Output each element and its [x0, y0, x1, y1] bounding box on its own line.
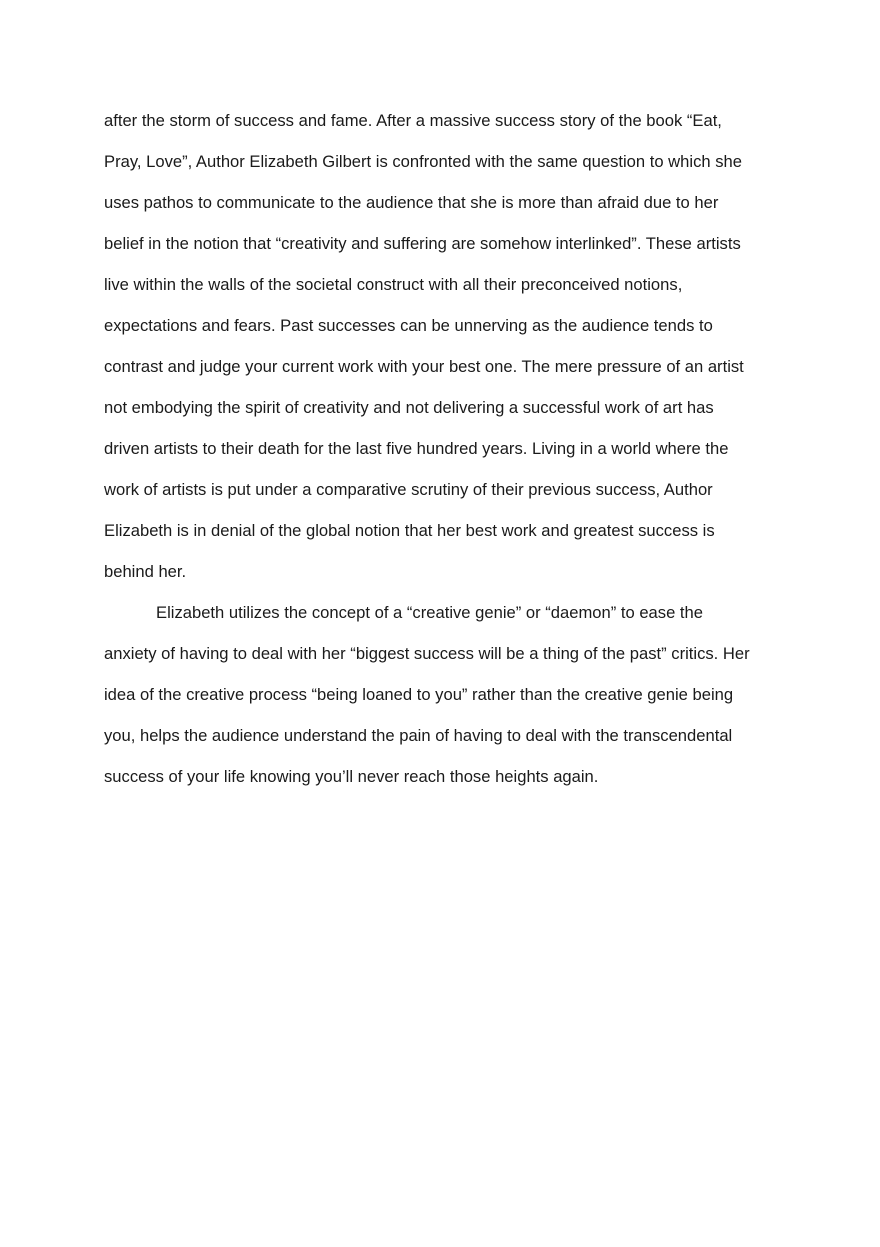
text-line: uses pathos to communicate to the audience that she is more than afraid due to her	[104, 193, 719, 212]
text-line: live within the walls of the societal construct with all their preconceived notions,	[104, 275, 683, 294]
text-line: Pray, Love”, Author Elizabeth Gilbert is confronted with the same question to which she	[104, 152, 742, 171]
paragraph-2	[104, 592, 784, 797]
text-line: driven artists to their death for the last five hundred years. Living in a world where the	[104, 439, 729, 458]
text-line: work of artists is put under a comparative scrutiny of their previous success, Author	[104, 480, 713, 499]
text-line: Elizabeth utilizes the concept of a “creative genie” or “daemon” to ease the	[156, 603, 703, 622]
text-line: not embodying the spirit of creativity and not delivering a successful work of art has	[104, 398, 714, 417]
text-line: Elizabeth is in denial of the global notion that her best work and greatest success is	[104, 521, 715, 540]
text-line: behind her.	[104, 562, 187, 581]
text-line: success of your life knowing you’ll never reach those heights again.	[104, 767, 599, 786]
text-line: idea of the creative process “being loaned to you” rather than the creative genie being	[104, 685, 734, 704]
body-text	[104, 100, 784, 797]
text-line: anxiety of having to deal with her “biggest success will be a thing of the past” critics. Her	[104, 644, 750, 663]
text-line: contrast and judge your current work with your best one. The mere pressure of an artist	[104, 357, 744, 376]
text-line: after the storm of success and fame. After a massive success story of the book “Eat,	[104, 111, 722, 130]
text-line: expectations and fears. Past successes can be unnerving as the audience tends to	[104, 316, 713, 335]
text-line: belief in the notion that “creativity and suffering are somehow interlinked”. These artists	[104, 234, 741, 253]
paragraph-1	[104, 100, 784, 592]
text-line: you, helps the audience understand the pain of having to deal with the transcendental	[104, 726, 733, 745]
